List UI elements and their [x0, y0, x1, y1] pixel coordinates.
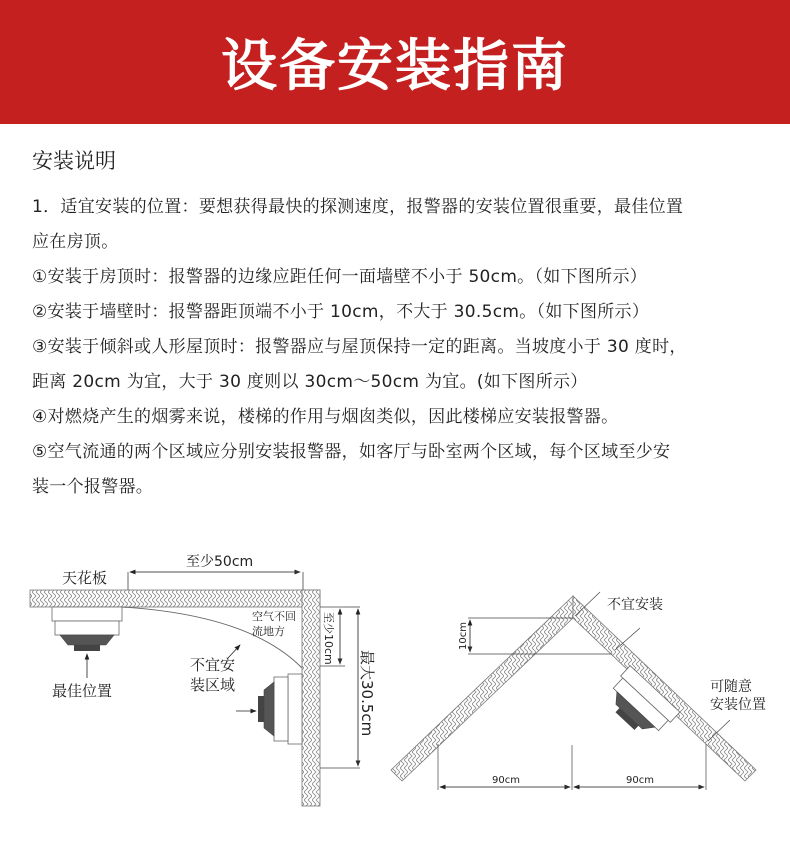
min-10cm-label: 至少10cm: [322, 612, 335, 665]
ceiling-slab: [30, 590, 320, 607]
min-50cm-label: 至少50cm: [186, 554, 254, 570]
instruction-line: 1．适宜安装的位置：要想获得最快的探测速度，报警器的安装位置很重要，最佳位置: [32, 197, 684, 217]
span-left-label: 90cm: [492, 775, 520, 786]
smoke-detector-wall-icon: [258, 674, 302, 744]
instruction-line: 应在房顶。: [32, 232, 119, 252]
any-position-label: 安装位置: [710, 697, 766, 713]
page-header: [0, 0, 790, 124]
instruction-line: ①安装于房顶时：报警器的边缘应距任何一面墙壁不小于 50cm。（如下图所示）: [32, 267, 648, 287]
smoke-detector-tilted-icon: [600, 666, 680, 745]
instruction-line: 装一个报警器。: [32, 477, 154, 497]
section-title: 安装说明: [32, 149, 116, 173]
page-title: 设备安装指南: [221, 34, 569, 99]
span-right-label: 90cm: [626, 775, 654, 786]
installation-diagram: [0, 530, 790, 830]
ceiling-wall-diagram: [30, 554, 376, 806]
smoke-detector-ceiling-icon: [52, 607, 122, 651]
instruction-line: ⑤空气流通的两个区域应分别安装报警器，如客厅与卧室两个区域，每个区域至少安: [32, 442, 671, 462]
dead-air-label: 空气不回: [252, 610, 296, 623]
no-install-zone-label: 不宜安: [190, 656, 236, 674]
no-install-label: 不宜安装: [607, 597, 663, 613]
any-position-label: 可随意: [710, 679, 752, 695]
instruction-line: ④对燃烧产生的烟雾来说，楼梯的作用与烟囱类似，因此楼梯应安装报警器。: [32, 407, 619, 427]
max-30-5cm-label: 最大30.5cm: [358, 650, 376, 737]
roof-slope-left: [391, 596, 573, 781]
no-install-zone-label: 装区域: [190, 676, 236, 694]
instruction-line: ③安装于倾斜或人形屋顶时：报警器应与屋顶保持一定的距离。当坡度小于 30 度时，: [32, 337, 687, 357]
dead-air-label: 流地方: [252, 625, 285, 638]
ceiling-label: 天花板: [62, 569, 108, 587]
gap-10cm-label: 10cm: [458, 622, 469, 650]
wall-slab: [302, 590, 320, 806]
sloped-roof-diagram: [391, 592, 766, 790]
instruction-line: 距离 20cm 为宜，大于 30 度则以 30cm～50cm 为宜。(如下图所示）: [32, 372, 588, 392]
best-position-label: 最佳位置: [52, 682, 113, 700]
instruction-line: ②安装于墙壁时：报警器距顶端不小于 10cm，不大于 30.5cm。（如下图所示）: [32, 302, 650, 322]
